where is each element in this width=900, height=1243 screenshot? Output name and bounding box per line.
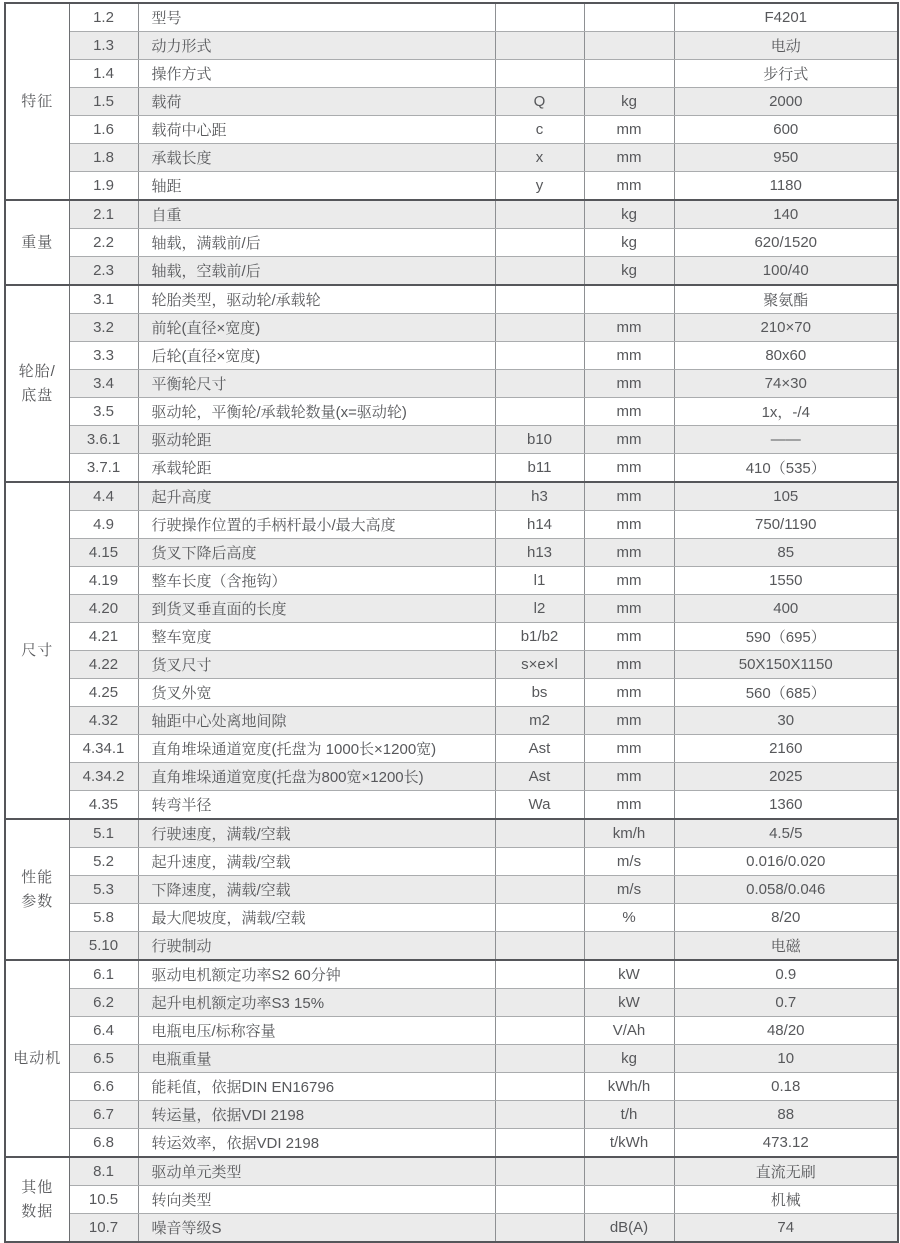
row-description: 电瓶重量 [138, 1045, 495, 1073]
row-value: 步行式 [674, 60, 898, 88]
row-symbol [495, 1073, 584, 1101]
row-symbol: h13 [495, 539, 584, 567]
category-label-line: 数据 [21, 1202, 54, 1220]
row-value: 140 [674, 200, 898, 229]
table-row [5, 1157, 898, 1186]
row-unit: mm [584, 791, 674, 820]
table-row [5, 314, 898, 342]
row-value: 0.058/0.046 [674, 876, 898, 904]
row-value: 1x，-/4 [674, 398, 898, 426]
row-symbol: Ast [495, 763, 584, 791]
row-unit [584, 60, 674, 88]
table-row [5, 398, 898, 426]
spec-table-body [5, 3, 898, 1242]
row-unit: mm [584, 707, 674, 735]
category-cell [5, 960, 69, 1157]
row-unit [584, 3, 674, 32]
row-index: 4.4 [69, 482, 138, 511]
row-value: 400 [674, 595, 898, 623]
row-index: 3.6.1 [69, 426, 138, 454]
row-value: 4.5/5 [674, 819, 898, 848]
row-value: 88 [674, 1101, 898, 1129]
row-description: 型号 [138, 3, 495, 32]
category-cell [5, 200, 69, 285]
table-row [5, 1045, 898, 1073]
row-description: 载荷中心距 [138, 116, 495, 144]
row-value: 750/1190 [674, 511, 898, 539]
row-symbol: s×e×l [495, 651, 584, 679]
row-description: 行驶操作位置的手柄杆最小/最大高度 [138, 511, 495, 539]
table-row [5, 511, 898, 539]
row-unit: mm [584, 314, 674, 342]
row-value: 74×30 [674, 370, 898, 398]
row-index: 4.19 [69, 567, 138, 595]
table-row [5, 285, 898, 314]
row-description: 转向类型 [138, 1186, 495, 1214]
table-row [5, 567, 898, 595]
row-unit: mm [584, 342, 674, 370]
row-unit: mm [584, 482, 674, 511]
category-cell [5, 1157, 69, 1242]
row-symbol [495, 1129, 584, 1158]
row-value: 48/20 [674, 1017, 898, 1045]
row-symbol [495, 1017, 584, 1045]
row-description: 轴载，满载前/后 [138, 229, 495, 257]
table-row [5, 1214, 898, 1243]
row-symbol: x [495, 144, 584, 172]
row-symbol: m2 [495, 707, 584, 735]
row-index: 8.1 [69, 1157, 138, 1186]
row-value: 直流无刷 [674, 1157, 898, 1186]
row-value: 8/20 [674, 904, 898, 932]
row-index: 10.5 [69, 1186, 138, 1214]
row-unit: % [584, 904, 674, 932]
row-unit: mm [584, 651, 674, 679]
row-value: 2160 [674, 735, 898, 763]
row-unit: V/Ah [584, 1017, 674, 1045]
row-description: 动力形式 [138, 32, 495, 60]
table-row [5, 1129, 898, 1158]
row-description: 驱动电机额定功率S2 60分钟 [138, 960, 495, 989]
row-value: 0.9 [674, 960, 898, 989]
row-index: 4.20 [69, 595, 138, 623]
table-row [5, 172, 898, 201]
category-label-line: 重量 [21, 233, 54, 251]
row-value: 2000 [674, 88, 898, 116]
row-description: 转运效率，依据VDI 2198 [138, 1129, 495, 1158]
row-value: 1360 [674, 791, 898, 820]
table-row [5, 848, 898, 876]
row-value: 100/40 [674, 257, 898, 286]
row-index: 3.2 [69, 314, 138, 342]
row-value: 聚氨酯 [674, 285, 898, 314]
row-value: 0.016/0.020 [674, 848, 898, 876]
row-symbol [495, 314, 584, 342]
row-index: 1.2 [69, 3, 138, 32]
row-symbol: l1 [495, 567, 584, 595]
row-index: 6.2 [69, 989, 138, 1017]
row-index: 2.3 [69, 257, 138, 286]
row-unit: m/s [584, 848, 674, 876]
row-symbol [495, 989, 584, 1017]
table-row [5, 876, 898, 904]
row-symbol [495, 1101, 584, 1129]
row-description: 转弯半径 [138, 791, 495, 820]
row-value: 105 [674, 482, 898, 511]
row-symbol: c [495, 116, 584, 144]
row-value: 473.12 [674, 1129, 898, 1158]
row-unit: mm [584, 595, 674, 623]
row-symbol [495, 876, 584, 904]
row-value: 410（535） [674, 454, 898, 483]
row-symbol [495, 342, 584, 370]
row-description: 前轮(直径×宽度) [138, 314, 495, 342]
row-symbol [495, 1157, 584, 1186]
row-symbol: bs [495, 679, 584, 707]
row-symbol [495, 370, 584, 398]
table-row [5, 32, 898, 60]
row-description: 驱动单元类型 [138, 1157, 495, 1186]
row-symbol [495, 398, 584, 426]
category-label-line: 特征 [21, 92, 54, 110]
row-index: 1.3 [69, 32, 138, 60]
row-value: 590（695） [674, 623, 898, 651]
row-symbol [495, 1214, 584, 1243]
category-cell [5, 819, 69, 960]
row-description: 自重 [138, 200, 495, 229]
row-description: 货叉下降后高度 [138, 539, 495, 567]
row-index: 3.5 [69, 398, 138, 426]
row-value: 1550 [674, 567, 898, 595]
row-symbol [495, 932, 584, 961]
row-index: 4.21 [69, 623, 138, 651]
row-description: 驱动轮，平衡轮/承载轮数量(x=驱动轮) [138, 398, 495, 426]
row-symbol: h14 [495, 511, 584, 539]
table-row [5, 229, 898, 257]
table-row [5, 116, 898, 144]
table-row [5, 904, 898, 932]
row-description: 轴距中心处离地间隙 [138, 707, 495, 735]
row-description: 行驶速度，满载/空载 [138, 819, 495, 848]
row-description: 能耗值，依据DIN EN16796 [138, 1073, 495, 1101]
row-description: 起升高度 [138, 482, 495, 511]
table-row [5, 960, 898, 989]
row-unit: kW [584, 960, 674, 989]
table-row [5, 342, 898, 370]
row-index: 6.5 [69, 1045, 138, 1073]
row-description: 承载长度 [138, 144, 495, 172]
table-row [5, 763, 898, 791]
row-index: 4.22 [69, 651, 138, 679]
row-unit [584, 285, 674, 314]
table-row [5, 88, 898, 116]
table-row [5, 791, 898, 820]
row-description: 驱动轮距 [138, 426, 495, 454]
row-description: 起升电机额定功率S3 15% [138, 989, 495, 1017]
row-symbol: l2 [495, 595, 584, 623]
row-description: 整车长度（含拖钩） [138, 567, 495, 595]
row-value: 30 [674, 707, 898, 735]
row-symbol: h3 [495, 482, 584, 511]
row-symbol [495, 960, 584, 989]
row-symbol: Q [495, 88, 584, 116]
row-unit [584, 1157, 674, 1186]
category-label-line: 其他 [21, 1178, 54, 1196]
category-cell [5, 285, 69, 482]
row-symbol: Wa [495, 791, 584, 820]
row-description: 轮胎类型，驱动轮/承载轮 [138, 285, 495, 314]
category-label-line: 轮胎/ [18, 362, 56, 380]
row-description: 轴距 [138, 172, 495, 201]
row-index: 4.9 [69, 511, 138, 539]
row-value: 电动 [674, 32, 898, 60]
row-symbol: y [495, 172, 584, 201]
row-symbol: b11 [495, 454, 584, 483]
row-description: 轴载，空载前/后 [138, 257, 495, 286]
row-description: 下降速度，满载/空载 [138, 876, 495, 904]
table-row [5, 454, 898, 483]
row-unit: mm [584, 679, 674, 707]
row-value: 电磁 [674, 932, 898, 961]
row-description: 整车宽度 [138, 623, 495, 651]
row-value: 0.7 [674, 989, 898, 1017]
spec-table [4, 2, 899, 1243]
row-index: 4.15 [69, 539, 138, 567]
row-value: 560（685） [674, 679, 898, 707]
row-description: 到货叉垂直面的长度 [138, 595, 495, 623]
row-symbol [495, 60, 584, 88]
table-row [5, 735, 898, 763]
row-symbol [495, 229, 584, 257]
row-index: 2.2 [69, 229, 138, 257]
row-value: 10 [674, 1045, 898, 1073]
row-description: 噪音等级S [138, 1214, 495, 1243]
row-unit: mm [584, 144, 674, 172]
row-unit: mm [584, 539, 674, 567]
row-unit: mm [584, 370, 674, 398]
row-index: 4.34.2 [69, 763, 138, 791]
row-symbol [495, 819, 584, 848]
row-unit: kWh/h [584, 1073, 674, 1101]
row-symbol: b10 [495, 426, 584, 454]
row-unit: mm [584, 454, 674, 483]
row-index: 3.3 [69, 342, 138, 370]
row-index: 1.6 [69, 116, 138, 144]
row-unit: mm [584, 735, 674, 763]
row-index: 10.7 [69, 1214, 138, 1243]
row-unit: kg [584, 1045, 674, 1073]
row-value: 80x60 [674, 342, 898, 370]
table-row [5, 1073, 898, 1101]
row-unit: mm [584, 511, 674, 539]
row-unit [584, 932, 674, 961]
row-index: 5.8 [69, 904, 138, 932]
row-index: 3.1 [69, 285, 138, 314]
row-description: 载荷 [138, 88, 495, 116]
category-cell [5, 482, 69, 819]
table-row [5, 200, 898, 229]
table-row [5, 989, 898, 1017]
row-description: 平衡轮尺寸 [138, 370, 495, 398]
category-label-line: 尺寸 [21, 641, 54, 659]
row-symbol [495, 848, 584, 876]
row-unit: mm [584, 426, 674, 454]
table-row [5, 679, 898, 707]
table-row [5, 1186, 898, 1214]
table-row [5, 370, 898, 398]
row-symbol [495, 904, 584, 932]
row-value: 50X150X1150 [674, 651, 898, 679]
row-value: 210×70 [674, 314, 898, 342]
table-row [5, 426, 898, 454]
row-value: —— [674, 426, 898, 454]
table-row [5, 707, 898, 735]
row-unit: mm [584, 398, 674, 426]
row-unit: kg [584, 88, 674, 116]
row-description: 起升速度，满载/空载 [138, 848, 495, 876]
row-index: 4.35 [69, 791, 138, 820]
row-unit [584, 32, 674, 60]
row-unit: t/h [584, 1101, 674, 1129]
row-unit: mm [584, 623, 674, 651]
row-symbol: Ast [495, 735, 584, 763]
row-value: 机械 [674, 1186, 898, 1214]
row-value: F4201 [674, 3, 898, 32]
row-index: 2.1 [69, 200, 138, 229]
row-unit: mm [584, 116, 674, 144]
row-index: 4.32 [69, 707, 138, 735]
row-unit: km/h [584, 819, 674, 848]
row-symbol [495, 1186, 584, 1214]
row-description: 货叉外宽 [138, 679, 495, 707]
table-row [5, 257, 898, 286]
table-row [5, 60, 898, 88]
row-description: 后轮(直径×宽度) [138, 342, 495, 370]
table-row [5, 1101, 898, 1129]
table-row [5, 144, 898, 172]
row-symbol [495, 257, 584, 286]
category-label-line: 底盘 [21, 386, 54, 404]
row-symbol [495, 32, 584, 60]
table-row [5, 932, 898, 961]
row-index: 1.8 [69, 144, 138, 172]
row-unit: mm [584, 567, 674, 595]
category-cell [5, 3, 69, 200]
row-description: 转运量，依据VDI 2198 [138, 1101, 495, 1129]
table-row [5, 595, 898, 623]
row-index: 3.4 [69, 370, 138, 398]
table-row [5, 623, 898, 651]
row-index: 1.5 [69, 88, 138, 116]
category-label-line: 参数 [21, 892, 54, 910]
row-index: 3.7.1 [69, 454, 138, 483]
row-unit: kW [584, 989, 674, 1017]
table-row [5, 3, 898, 32]
table-row [5, 651, 898, 679]
row-unit: mm [584, 763, 674, 791]
row-value: 620/1520 [674, 229, 898, 257]
row-index: 6.4 [69, 1017, 138, 1045]
row-description: 操作方式 [138, 60, 495, 88]
row-index: 4.25 [69, 679, 138, 707]
row-value: 74 [674, 1214, 898, 1243]
row-value: 2025 [674, 763, 898, 791]
row-unit: kg [584, 257, 674, 286]
row-value: 85 [674, 539, 898, 567]
row-unit: dB(A) [584, 1214, 674, 1243]
row-index: 1.4 [69, 60, 138, 88]
table-row [5, 1017, 898, 1045]
row-symbol: b1/b2 [495, 623, 584, 651]
row-index: 5.10 [69, 932, 138, 961]
row-unit: kg [584, 229, 674, 257]
row-index: 4.34.1 [69, 735, 138, 763]
row-unit: kg [584, 200, 674, 229]
row-index: 6.6 [69, 1073, 138, 1101]
row-unit: t/kWh [584, 1129, 674, 1158]
row-value: 0.18 [674, 1073, 898, 1101]
row-index: 5.1 [69, 819, 138, 848]
table-row [5, 482, 898, 511]
row-description: 电瓶电压/标称容量 [138, 1017, 495, 1045]
row-symbol [495, 285, 584, 314]
row-index: 1.9 [69, 172, 138, 201]
row-value: 950 [674, 144, 898, 172]
row-index: 6.8 [69, 1129, 138, 1158]
table-row [5, 819, 898, 848]
row-unit: mm [584, 172, 674, 201]
row-unit: m/s [584, 876, 674, 904]
row-description: 行驶制动 [138, 932, 495, 961]
row-index: 6.1 [69, 960, 138, 989]
category-label-line: 电动机 [13, 1049, 62, 1067]
row-index: 5.2 [69, 848, 138, 876]
row-description: 直角堆垛通道宽度(托盘为800宽×1200长) [138, 763, 495, 791]
table-row [5, 539, 898, 567]
row-value: 1180 [674, 172, 898, 201]
row-value: 600 [674, 116, 898, 144]
row-description: 直角堆垛通道宽度(托盘为 1000长×1200宽) [138, 735, 495, 763]
row-description: 货叉尺寸 [138, 651, 495, 679]
row-symbol [495, 3, 584, 32]
row-symbol [495, 200, 584, 229]
row-index: 6.7 [69, 1101, 138, 1129]
row-symbol [495, 1045, 584, 1073]
row-index: 5.3 [69, 876, 138, 904]
row-unit [584, 1186, 674, 1214]
row-description: 承载轮距 [138, 454, 495, 483]
row-description: 最大爬坡度，满载/空载 [138, 904, 495, 932]
category-label-line: 性能 [21, 868, 54, 886]
